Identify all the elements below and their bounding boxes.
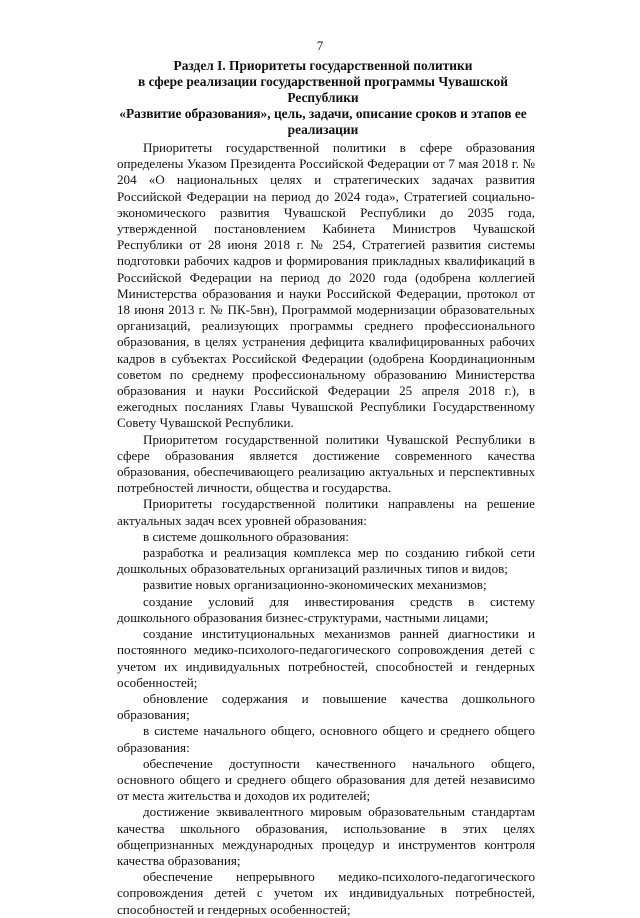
- paragraph: обеспечение доступности качественного начального общего, основного общего и среднего общего образования для детей независимо от места жительства и доходов их родителей;: [117, 755, 535, 804]
- paragraph: обновление содержания и повышение качества дошкольного образования;: [117, 690, 535, 723]
- paragraph: разработка и реализация комплекса мер по созданию гибкой сети дошкольных образовательных организаций различных типов и видов;: [117, 545, 535, 577]
- paragraph: Приоритеты государственной политики направлены на решение актуальных задач всех уровней образования:: [117, 496, 535, 528]
- heading-line: реализации: [287, 122, 359, 137]
- heading-line: в сфере реализации государственной программы Чувашской Республики: [138, 74, 508, 105]
- paragraph: обеспечение непрерывного медико-психолого-педагогического сопровождения детей с учетом их индивидуальных потребностей, способностей и гендерных особенностей;: [117, 869, 535, 917]
- paragraph: в системе начального общего, основного общего и среднего общего образования:: [117, 723, 535, 755]
- paragraph: развитие новых организационно-экономических механизмов;: [143, 577, 487, 593]
- paragraph: создание условий для инвестирования средств в систему дошкольного образования бизнес-структурами, частными лицами;: [117, 593, 535, 625]
- paragraph: создание институциональных механизмов ранней диагностики и постоянного медико-психолого-педагогического сопровождения детей с учетом их индивидуальных потребностей, способностей и гендерных особенностей;: [117, 626, 535, 690]
- paragraph: в системе дошкольного образования:: [143, 528, 349, 544]
- heading-line: «Развитие образования», цель, задачи, описание сроков и этапов ее: [119, 106, 527, 121]
- paragraph: Приоритеты государственной политики в сфере образования определены Указом Президента Российской Федерации от 7 мая 2018 г. № 204 «О национальных целях и стратегических задачах развития Российской Федерации на период до 2024 года», Стратегией социально-экономического развития Чувашской Республики до 2035 года, утвержденной постановлением Кабинета Министров Чувашской Республики от 28 июня 2018 г. № 254, Стратегией развития системы подготовки рабочих кадров и формирования прикладных квалификаций в Российской Федерации на период до 2020 года (одобрена коллегией Министерства образования и науки Российской Федерации, протокол от 18 июня 2013 г. № ПК-5вн), Программой модернизации образовательных организаций, реализующих программы среднего профессионального образования, в целях устранения дефицита квалифицированных рабочих кадров в субъектах Российской Федерации (одобрена Координационным советом по среднему профессиональному образованию Министерства образования и науки Российской Федерации 25 апреля 2018 г.), в ежегодных посланиях Главы Чувашской Республики Государственному Совету Чувашской Республики.: [117, 140, 535, 431]
- section-heading: [108, 58, 538, 138]
- heading-line: Раздел I. Приоритеты государственной политики: [173, 58, 473, 73]
- page-number: 7: [316, 38, 324, 53]
- document-body: [117, 140, 535, 918]
- paragraph: Приоритетом государственной политики Чувашской Республики в сфере образования является достижение современного качества образования, обеспечивающего реализацию актуальных и перспективных потребностей личности, общества и государства.: [117, 431, 535, 496]
- paragraph: достижение эквивалентного мировым образовательным стандартам качества школьного образования, использование в этих целях общепризнанных международных процедур и инструментов контроля качества образования;: [117, 804, 535, 868]
